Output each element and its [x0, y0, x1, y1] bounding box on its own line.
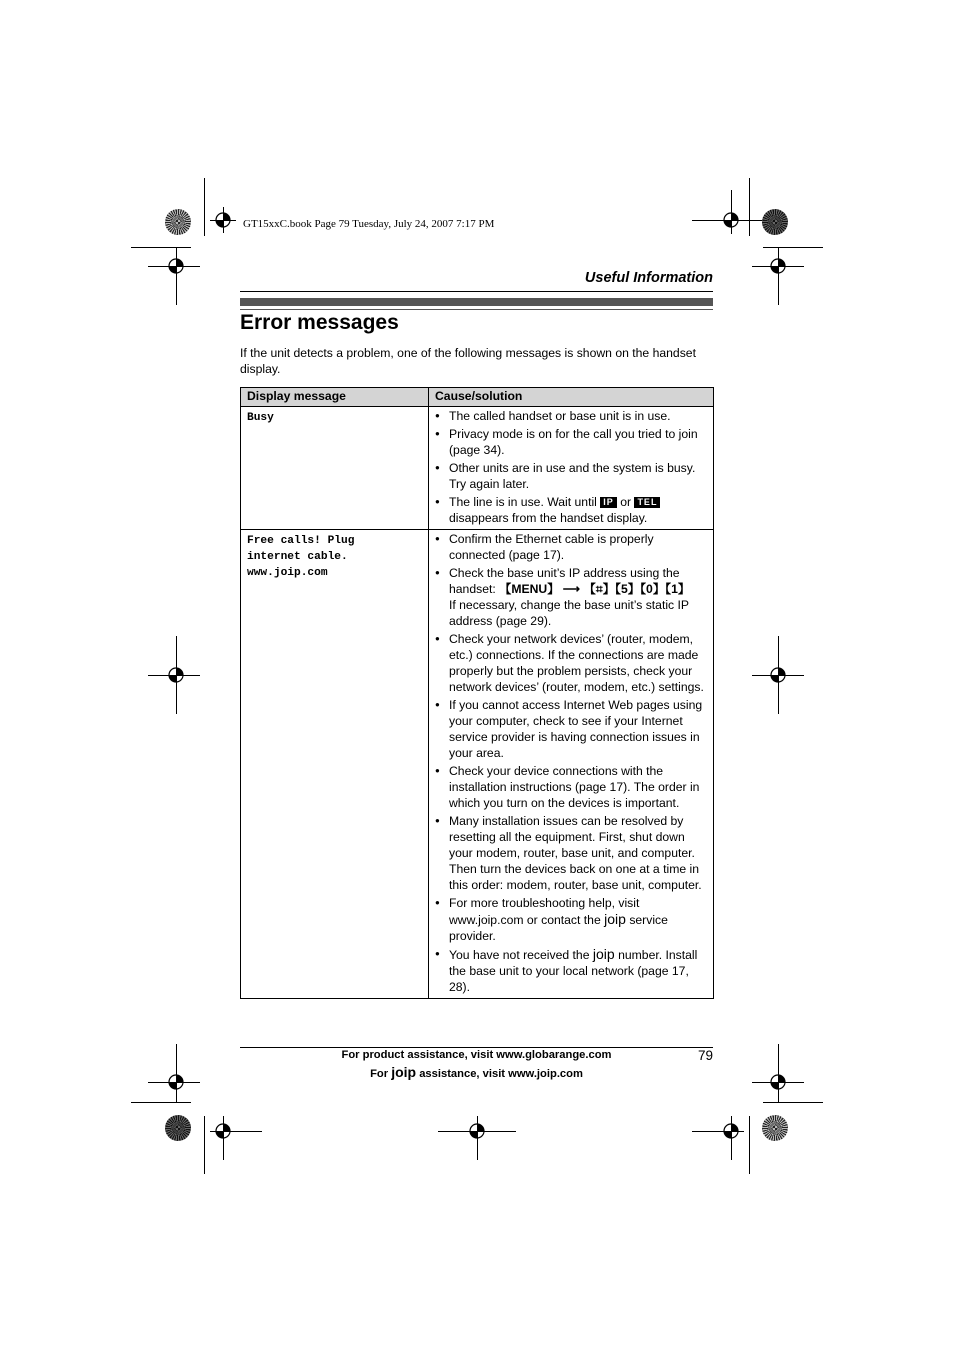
book-info: GT15xxC.book Page 79 Tuesday, July 24, 2007 7:17 PM [243, 218, 495, 230]
table-row [241, 407, 714, 530]
registration-mark-icon [165, 255, 187, 277]
cause-solution-cell [429, 530, 714, 999]
display-message: Busy [241, 407, 429, 530]
footer-line-2: For joip assistance, visit www.joip.com [370, 1064, 583, 1080]
starburst-mark-icon [762, 1115, 788, 1141]
header-rule-lower [240, 309, 713, 310]
list-item: ● Privacy mode is on for the call you tried to join (page 34). [435, 426, 709, 458]
registration-mark-icon [466, 1120, 488, 1142]
registration-mark-icon [720, 1120, 742, 1142]
list-item: ● Check your network devices’ (router, modem, etc.) connections. If the connections are made properly but the problem persists, check your network devices’ (router, modem, etc.) settings. [435, 631, 709, 695]
registration-mark-icon [720, 209, 742, 231]
starburst-mark-icon [762, 209, 788, 235]
registration-mark-icon [165, 664, 187, 686]
header-bar [240, 298, 713, 306]
list-item: ● Check your device connections with the installation instructions (page 17). The order in which you turn on the devices is important. [435, 763, 709, 811]
page-number: 79 [697, 1048, 713, 1063]
key-sequence: 【MENU】 ⟶ 【⌗】【5】【0】【1】 [499, 582, 691, 596]
joip-logo: joip [391, 1064, 417, 1080]
list-item: ● Confirm the Ethernet cable is properly connected (page 17). [435, 531, 709, 563]
display-message: Free calls! Plug internet cable. www.joip.com [241, 530, 429, 999]
list-item: ● Many installation issues can be resolved by resetting all the equipment. First, shut down your modem, router, base unit, and computer. Then turn the devices back on one at a time in this order: modem, router, base unit, computer. [435, 813, 709, 893]
cause-list [429, 407, 713, 529]
table-row [241, 530, 714, 999]
list-item: ● The line is in use. Wait until IP or TEL disappears from the handset display. [435, 494, 709, 526]
column-header: Display message [241, 388, 429, 407]
starburst-mark-icon [165, 1115, 191, 1141]
intro-text: If the unit detects a problem, one of the following messages is shown on the handset display. [240, 346, 696, 376]
joip-logo: joip [604, 911, 626, 927]
list-item: ● For more troubleshooting help, visit www.joip.com or contact the joip service provider. [435, 895, 709, 944]
registration-mark-icon [212, 1120, 234, 1142]
registration-mark-icon [767, 255, 789, 277]
list-item: ● If you cannot access Internet Web pages using your computer, check to see if your Internet service provider is having connection issues in your area. [435, 697, 709, 761]
cause-list [429, 530, 713, 998]
column-header: Cause/solution [429, 388, 714, 407]
footer-rule [240, 1047, 713, 1048]
error-messages-table [240, 387, 714, 999]
section-title: Useful Information [584, 270, 713, 286]
list-item: ● The called handset or base unit is in use. [435, 408, 709, 424]
registration-mark-icon [767, 1071, 789, 1093]
registration-mark-icon [767, 664, 789, 686]
cause-solution-cell [429, 407, 714, 530]
tel-indicator-icon: TEL [634, 497, 660, 508]
starburst-mark-icon [165, 209, 191, 235]
header-rule [240, 291, 713, 292]
ip-indicator-icon: IP [600, 497, 617, 508]
registration-mark-icon [165, 1071, 187, 1093]
list-item: ● Check the base unit’s IP address using the handset: 【MENU】 ⟶ 【⌗】【5】【0】【1】 If necessary, change the base unit’s static IP address (page 29). [435, 565, 709, 629]
page-title: Error messages [240, 311, 399, 334]
list-item: ● Other units are in use and the system is busy. Try again later. [435, 460, 709, 492]
table-header-row [241, 388, 714, 407]
footer-line-1: For product assistance, visit www.globarange.com [341, 1049, 612, 1061]
list-item: ● You have not received the joip number. Install the base unit to your local network (page 17, 28). [435, 946, 709, 995]
joip-logo: joip [592, 946, 615, 962]
registration-mark-icon [212, 209, 234, 231]
